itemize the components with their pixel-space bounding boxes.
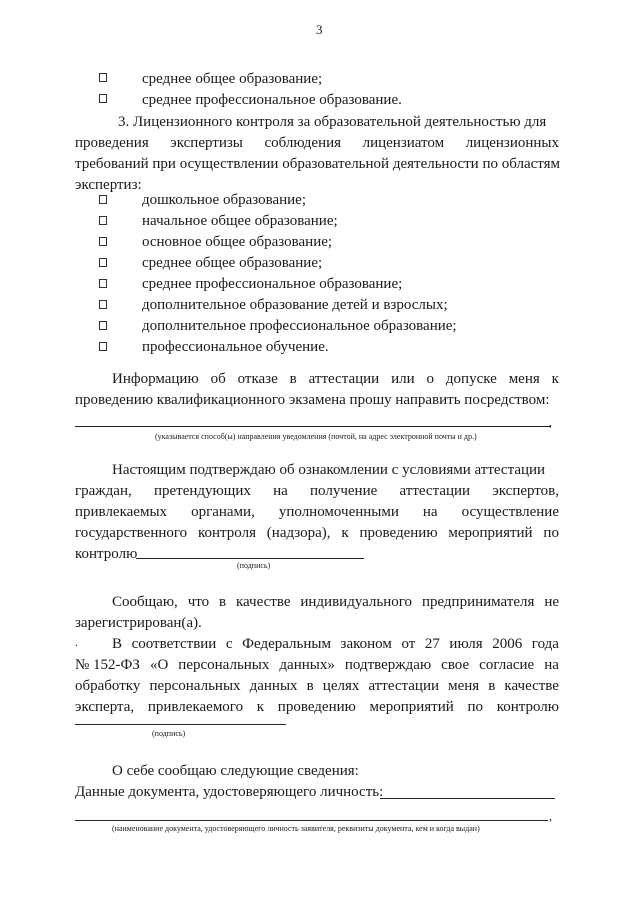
list-item: основное общее образование; — [142, 234, 333, 250]
list-item: начальное общее образование; — [142, 213, 338, 229]
word: по — [543, 525, 559, 541]
word: к — [551, 371, 559, 387]
document-data-line — [75, 820, 548, 821]
word: меня — [508, 371, 540, 387]
justified-line — [75, 503, 559, 521]
notification-method-line — [75, 426, 551, 427]
word: экспертов, — [492, 483, 559, 499]
word: предпринимателя — [421, 594, 535, 610]
word: привлекаемых — [75, 504, 168, 520]
word: целях — [322, 678, 360, 694]
word: согласие — [479, 657, 535, 673]
paragraph-line: Данные документа, удостоверяющего личность: — [75, 784, 384, 800]
comma: , — [549, 415, 552, 429]
word: лицензионных — [465, 135, 559, 151]
word: аттестации — [308, 371, 380, 387]
word: в — [306, 678, 314, 694]
checkbox-icon — [99, 342, 107, 351]
word: с — [225, 636, 233, 652]
paragraph-line: зарегистрирован(а). — [75, 615, 202, 631]
comma: , — [549, 809, 552, 823]
word: контроля — [197, 525, 256, 541]
checkbox-icon — [99, 237, 107, 246]
word: июля — [449, 636, 483, 652]
word: качестве — [504, 678, 559, 694]
page-number: 3 — [316, 22, 323, 37]
word: персональных — [178, 657, 270, 673]
word: соблюдения — [264, 135, 342, 151]
section-3-heading: 3. Лицензионного контроля за образовательной деятельностью для — [118, 114, 547, 130]
word: уполномоченными — [278, 504, 399, 520]
word: от — [401, 636, 416, 652]
word: экспертизы — [170, 135, 243, 151]
word: Федеральным — [242, 636, 331, 652]
word: об — [210, 371, 226, 387]
word: контролю — [496, 699, 559, 715]
word: на — [273, 483, 288, 499]
justified-line — [112, 593, 559, 611]
word: не — [544, 594, 559, 610]
word: проведения — [75, 135, 149, 151]
word: № 152-ФЗ — [75, 657, 140, 673]
word: в — [488, 678, 496, 694]
word: (надзора), — [266, 525, 331, 541]
word: года — [531, 636, 559, 652]
word: на — [544, 657, 559, 673]
justified-line — [112, 370, 559, 388]
justified-line — [75, 698, 559, 716]
word: что — [187, 594, 210, 610]
word: меня — [448, 678, 480, 694]
paragraph-line: О себе сообщаю следующие сведения: — [112, 763, 359, 779]
word: органами, — [191, 504, 255, 520]
word: допуске — [445, 371, 497, 387]
word: данных» — [279, 657, 335, 673]
checkbox-icon — [99, 195, 107, 204]
word: проведению — [359, 525, 438, 541]
list-item: дошкольное образование; — [142, 192, 307, 208]
checkbox-icon — [99, 258, 107, 267]
justified-line — [75, 482, 559, 500]
justified-line — [75, 656, 559, 674]
word: 2006 — [492, 636, 523, 652]
word: законом — [340, 636, 392, 652]
word: Информацию — [112, 371, 199, 387]
word: мероприятий — [369, 699, 454, 715]
word: лицензиатом — [362, 135, 445, 151]
field-caption: (указывается способ(ы) направления уведомления (почтой, на адрес электронной почты и др.) — [155, 432, 477, 441]
word: проведению — [277, 699, 356, 715]
checkbox-icon — [99, 216, 107, 225]
word: обработку — [75, 678, 141, 694]
paragraph-line: проведению квалификационного экзамена прошу направить посредством: — [75, 392, 550, 408]
list-item: среднее профессиональное образование. — [142, 92, 402, 108]
justified-line — [75, 677, 559, 695]
word: эксперта, — [75, 699, 135, 715]
justified-line — [75, 524, 559, 542]
signature-line — [136, 558, 364, 559]
justified-line — [75, 134, 559, 152]
list-item: среднее профессиональное образование; — [142, 276, 403, 292]
word: «О — [149, 657, 169, 673]
word: или — [391, 371, 415, 387]
word: государственного — [75, 525, 188, 541]
word: к — [341, 525, 349, 541]
word: в — [289, 371, 297, 387]
word: свое — [441, 657, 470, 673]
word: в — [218, 594, 227, 610]
word: подтверждаю — [344, 657, 432, 673]
list-item: профессиональное обучение. — [142, 339, 329, 355]
word: по — [467, 699, 483, 715]
list-item: среднее общее образование; — [142, 255, 323, 271]
word: претендующих — [154, 483, 251, 499]
checkbox-icon — [99, 73, 107, 82]
paragraph-line: Настоящим подтверждаю об ознакомлении с условиями аттестации — [112, 462, 546, 478]
word: данных — [249, 678, 298, 694]
paragraph-line: требований при осуществлении образовательной деятельности по областям — [75, 156, 561, 172]
word: отказе — [237, 371, 278, 387]
word: персональных — [149, 678, 241, 694]
word: аттестации — [399, 483, 471, 499]
checkbox-icon — [99, 300, 107, 309]
word: к — [256, 699, 265, 715]
checkbox-icon — [99, 279, 107, 288]
list-item: дополнительное образование детей и взрослых; — [142, 297, 448, 313]
paragraph-line: контролю — [75, 546, 138, 562]
bullet-mark: . — [75, 635, 78, 649]
field-caption: (наименование документа, удостоверяющего личность заявителя, реквизиты документа, кем и когда выдан) — [112, 824, 480, 833]
word: качестве — [235, 594, 291, 610]
list-item: дополнительное профессиональное образование; — [142, 318, 457, 334]
word: аттестации — [368, 678, 439, 694]
checkbox-icon — [99, 321, 107, 330]
signature-caption: (подпись) — [237, 561, 271, 570]
word: граждан, — [75, 483, 132, 499]
document-data-line — [380, 798, 555, 799]
paragraph-line: экспертиз: — [75, 177, 142, 193]
word: 27 — [424, 636, 440, 652]
word: на — [422, 504, 438, 520]
word: о — [426, 371, 435, 387]
signature-line — [75, 724, 286, 725]
word: индивидуального — [300, 594, 413, 610]
list-item: среднее общее образование; — [142, 71, 323, 87]
signature-caption: (подпись) — [152, 729, 186, 738]
justified-line — [112, 635, 559, 653]
word: соответствии — [131, 636, 217, 652]
word: привлекаемого — [147, 699, 244, 715]
word: Сообщаю, — [112, 594, 178, 610]
word: осуществление — [461, 504, 559, 520]
checkbox-icon — [99, 94, 107, 103]
word: получение — [310, 483, 378, 499]
word: мероприятий — [448, 525, 533, 541]
word: В — [112, 636, 123, 652]
